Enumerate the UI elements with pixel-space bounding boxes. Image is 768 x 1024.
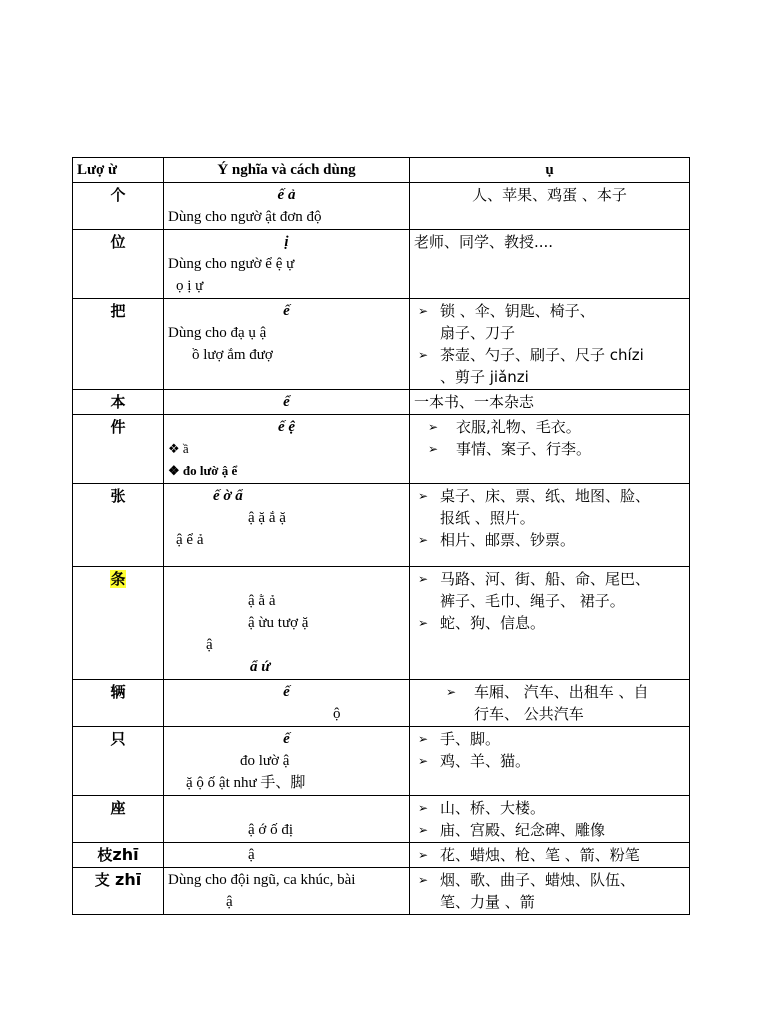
example-text: 车厢、 汽车、出租车 、自 [474, 683, 649, 701]
list-item [414, 529, 685, 551]
classifier-word: 个 [73, 183, 164, 230]
arrow-bullet-icon: ➢ [418, 754, 429, 768]
meaning-line: ộ [333, 706, 341, 722]
example-text: 扇子、刀子 [440, 324, 516, 342]
meaning-line: ể [283, 394, 290, 410]
example-list [414, 869, 685, 913]
meaning-line: ế ờ ẩ [213, 488, 243, 504]
classifier-word: 把 [73, 299, 164, 390]
table-row [73, 868, 690, 915]
examples-cell [410, 415, 690, 484]
list-item [414, 728, 685, 750]
table-header-row [73, 158, 690, 183]
example-text: 蛇、狗、信息。 [440, 614, 546, 632]
arrow-bullet-icon: ➢ [418, 304, 429, 318]
table-row [73, 183, 690, 230]
arrow-bullet-icon: ➢ [418, 533, 429, 547]
table-row [73, 230, 690, 299]
example-text: 行车、 公共汽车 [474, 705, 584, 723]
meaning-line: ặ ộ ố ật như 手、脚 [186, 775, 306, 791]
classifier-word: 位 [73, 230, 164, 299]
example-text: 事情、案子、行李。 [456, 440, 592, 458]
examples-cell [410, 299, 690, 390]
example-text: 笔、力量 、箭 [440, 893, 535, 911]
list-item [414, 485, 685, 529]
examples-cell [410, 680, 690, 727]
meaning-cell [164, 796, 410, 843]
table-row [73, 415, 690, 484]
meaning-cell [164, 415, 410, 484]
example-text: 裤子、毛巾、绳子、 裙子。 [440, 592, 625, 610]
arrow-bullet-icon: ➢ [418, 801, 429, 815]
example-list [414, 728, 685, 772]
meaning-line [168, 568, 405, 590]
arrow-bullet-icon: ➢ [418, 873, 429, 887]
meaning-line: Dùng cho ngườ ật đơn độ [168, 209, 322, 225]
examples-cell [410, 727, 690, 796]
list-item [414, 416, 685, 438]
examples-cell [410, 796, 690, 843]
examples-cell [410, 868, 690, 915]
example-text: 烟、歌、曲子、蜡烛、队伍、 [440, 871, 636, 889]
highlighted-classifier: 条 [110, 570, 126, 588]
example-list [414, 844, 685, 866]
arrow-bullet-icon: ➢ [446, 685, 457, 699]
meaning-line: Dùng cho đội ngũ, ca khúc, bài [168, 872, 356, 888]
example-text: 锁 、伞、钥匙、椅子、 [440, 302, 595, 320]
list-item [414, 750, 685, 772]
list-item [414, 797, 685, 819]
table-row [73, 299, 690, 390]
meaning-cell [164, 727, 410, 796]
classifier-word: 座 [73, 796, 164, 843]
header-examples: ụ [410, 158, 690, 183]
meaning-cell [164, 680, 410, 727]
meaning-cell [164, 183, 410, 230]
classifier-word: 辆 [73, 680, 164, 727]
meaning-line: ậ ặ ắ ặ [248, 510, 286, 526]
classifier-word: 只 [73, 727, 164, 796]
table-row [73, 796, 690, 843]
meaning-cell [164, 299, 410, 390]
examples-cell [410, 183, 690, 230]
list-item [414, 819, 685, 841]
example-text: 桌子、床、票、纸、地图、脸、 [440, 487, 651, 505]
classifier-word [73, 843, 164, 868]
example-text: 老师、同学、教授.... [414, 233, 554, 251]
meaning-line: Dùng cho đạ ụ ậ [168, 325, 267, 341]
list-item [414, 612, 685, 634]
table-row [73, 390, 690, 415]
classifier-word: 本 [73, 390, 164, 415]
example-list [414, 300, 685, 388]
meaning-line: ẩ ứ [250, 659, 271, 675]
table-row [73, 567, 690, 680]
examples-cell [410, 567, 690, 680]
meaning-line: ế ệ [277, 419, 296, 435]
table-row [73, 727, 690, 796]
meaning-line: ế ả [277, 187, 296, 203]
meaning-line [168, 797, 405, 819]
meaning-line: ậ [226, 894, 233, 910]
meaning-line: ọ ị ự [176, 278, 204, 294]
arrow-bullet-icon: ➢ [428, 442, 439, 456]
example-text: 报纸 、照片。 [440, 509, 535, 527]
meaning-line: ậ [206, 637, 213, 653]
meaning-line: ế [283, 684, 290, 700]
meaning-line: ậ [248, 847, 255, 863]
example-text: 一本书、一本杂志 [414, 393, 535, 411]
header-classifier: Lượ ừ [73, 158, 164, 183]
example-list [414, 485, 685, 551]
header-meaning: Ý nghĩa và cách dùng [164, 158, 410, 183]
meaning-cell [164, 868, 410, 915]
meaning-line: ế [283, 731, 290, 747]
classifier-word: 件 [73, 415, 164, 484]
arrow-bullet-icon: ➢ [418, 489, 429, 503]
classifier-word [73, 868, 164, 915]
classifier-pinyin: zhī [115, 870, 142, 889]
list-item [414, 869, 685, 913]
list-item [414, 300, 685, 344]
example-text: 、剪子 jiǎnzi [440, 368, 529, 386]
meaning-line: ậ ừu tượ ặ [248, 615, 309, 631]
meaning-cell [164, 484, 410, 567]
meaning-cell [164, 843, 410, 868]
arrow-bullet-icon: ➢ [418, 732, 429, 746]
arrow-bullet-icon: ➢ [418, 572, 429, 586]
meaning-line: ị [284, 234, 289, 250]
meaning-cell [164, 390, 410, 415]
example-text: 人、苹果、鸡蛋 、本子 [472, 186, 627, 204]
example-text: 衣服,礼物、毛衣。 [456, 418, 581, 436]
example-list [414, 416, 685, 460]
example-text: 相片、邮票、钞票。 [440, 531, 576, 549]
arrow-bullet-icon: ➢ [418, 348, 429, 362]
meaning-line: đo lườ ậ [240, 753, 290, 769]
examples-cell [410, 843, 690, 868]
examples-cell [410, 230, 690, 299]
example-text: 手、脚。 [440, 730, 501, 748]
examples-cell [410, 390, 690, 415]
list-item [414, 344, 685, 388]
examples-cell [410, 484, 690, 567]
meaning-line: ❖ đo lườ ậ ể [168, 463, 238, 478]
example-text: 茶壶、勺子、刷子、尺子 chízi [440, 346, 644, 364]
example-text: 鸡、羊、猫。 [440, 752, 531, 770]
meaning-line: ậ ớ ố đị [248, 822, 294, 838]
list-item [414, 681, 685, 725]
meaning-line: Dùng cho ngườ ể ệ ự [168, 256, 295, 272]
example-text: 庙、宫殿、纪念碑、雕像 [440, 821, 606, 839]
classifier-word: 张 [73, 484, 164, 567]
example-text: 马路、河、街、船、命、尾巴、 [440, 570, 651, 588]
classifier-hanzi: 支 [94, 871, 110, 889]
arrow-bullet-icon: ➢ [418, 823, 429, 837]
example-text: 花、蜡烛、枪、笔 、箭、粉笔 [440, 846, 640, 864]
meaning-line: ậ ằ ả [248, 593, 276, 609]
example-list [414, 797, 685, 841]
classifier-pinyin: zhī [112, 845, 139, 864]
meaning-cell [164, 230, 410, 299]
example-text: 山、桥、大楼。 [440, 799, 546, 817]
meaning-line: ậ ể ả [176, 532, 204, 548]
arrow-bullet-icon: ➢ [428, 420, 439, 434]
list-item [414, 844, 685, 866]
classifier-hanzi: 枝 [97, 846, 113, 864]
arrow-bullet-icon: ➢ [418, 616, 429, 630]
meaning-cell [164, 567, 410, 680]
classifier-word [73, 567, 164, 680]
example-list [414, 568, 685, 634]
classifier-table [72, 157, 690, 915]
meaning-line: ❖ ầ [168, 441, 189, 456]
table-row [73, 680, 690, 727]
list-item [414, 568, 685, 612]
example-list [414, 681, 685, 725]
list-item [414, 438, 685, 460]
table-row [73, 484, 690, 567]
arrow-bullet-icon: ➢ [418, 848, 429, 862]
meaning-line: ế [283, 303, 290, 319]
table-row [73, 843, 690, 868]
meaning-line: ồ lượ ắm đượ [192, 347, 273, 363]
